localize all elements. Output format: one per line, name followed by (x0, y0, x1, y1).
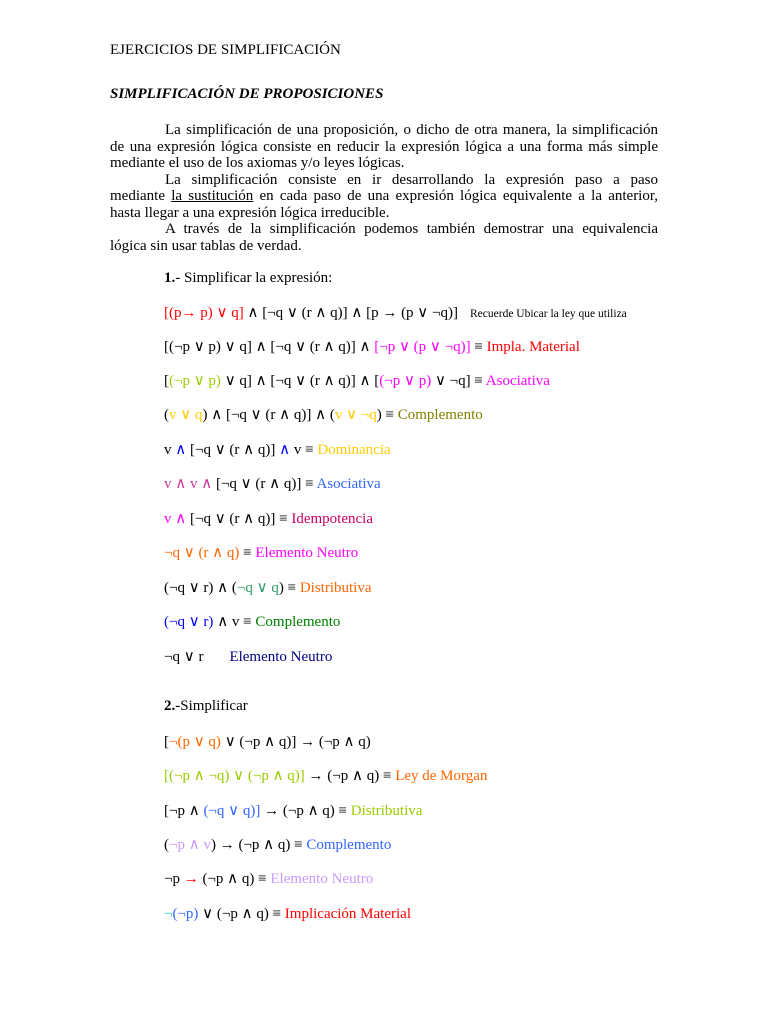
exercise-number: 1. (164, 270, 176, 286)
expression-part: ≡ (239, 545, 256, 562)
expression-part: (¬p ∨ p) (379, 372, 432, 389)
intro-text (110, 122, 658, 254)
expression-part: [(p→ p) ∨ q] (164, 304, 244, 321)
text-run: La simplificación de una proposición, o dicho de otra manera, la simplificación (165, 122, 658, 138)
expression-part: ¬q ∨ (r ∧ q) (164, 545, 240, 562)
expression-part: ∧ [¬q ∨ (r ∧ q)] ∧ [p → (p ∨ ¬q)] (243, 304, 458, 321)
text-run: lógica sin usar tablas de verdad. (110, 237, 302, 254)
exercise-instruction: - Simplificar la expresión: (175, 270, 333, 286)
simplification-step (164, 897, 487, 931)
expression-part: v ∨ q (169, 407, 203, 424)
simplification-step (164, 298, 627, 330)
text-run: hasta llegar a una expresión lógica irreducible. (110, 204, 390, 221)
simplification-step (164, 759, 487, 793)
simplification-step (164, 467, 627, 501)
expression-part: → (183, 871, 199, 888)
simplification-step (164, 605, 627, 639)
simplification-step (164, 571, 627, 605)
expression-part: [¬q ∨ (r ∧ q)] ≡ (212, 476, 317, 493)
expression-part: [¬p ∧ (164, 802, 204, 819)
text-run: en cada paso de una expresión lógica equivalente a la anterior, (253, 188, 658, 204)
expression-part: (¬q ∨ r) (164, 614, 214, 631)
intro-paragraph (110, 172, 658, 222)
law-label: Implicación Material (284, 905, 411, 922)
expression-part: (¬p ∨ p) (169, 372, 221, 389)
expression-part: ∧ v ≡ (213, 614, 256, 631)
expression-part: [¬q ∨ (r ∧ q)] (186, 441, 280, 458)
simplification-step (164, 640, 627, 674)
text-run: mediante (110, 188, 172, 204)
expression-part: → (¬p ∧ q) ≡ (304, 768, 396, 785)
expression-part: ) ≡ (376, 407, 398, 424)
law-label: Distributiva (299, 579, 372, 596)
section-heading: SIMPLIFICACIÓN DE PROPOSICIONES (110, 86, 384, 102)
exercise-1-steps (164, 298, 627, 675)
expression-part: [¬q ∨ (r ∧ q)] ≡ (186, 510, 292, 527)
expression-part: ¬ (164, 905, 173, 922)
expression-part: (¬p ∧ q) ≡ (198, 871, 271, 888)
exercise-2-steps (164, 725, 487, 931)
expression-part: ¬p (164, 871, 184, 888)
document-title: EJERCICIOS DE SIMPLIFICACIÓN (110, 42, 341, 58)
paragraph-line (110, 238, 658, 255)
paragraph-line (110, 205, 658, 222)
law-label: Distributiva (350, 802, 423, 819)
expression-part: [(¬p ∨ p) ∨ q] ∧ [¬q ∨ (r ∧ q)] ∧ (164, 338, 375, 355)
expression-part: ≡ (470, 338, 487, 355)
expression-part: [ (164, 733, 169, 750)
law-label: Complemento (397, 407, 483, 424)
simplification-step (164, 536, 627, 570)
expression-part: ∨ ¬q] ≡ (431, 372, 486, 389)
underlined-term: la sustitución (171, 188, 254, 204)
law-label: Elemento Neutro (229, 648, 333, 665)
simplification-step (164, 725, 487, 759)
paragraph-line (110, 139, 658, 156)
expression-part: ( (164, 837, 169, 854)
law-label: Elemento Neutro (255, 545, 359, 562)
expression-part: v ∧ v ∧ (164, 476, 213, 493)
exercise-number: 2. (164, 698, 176, 714)
paragraph-line (110, 155, 658, 172)
expression-part: ∧ (175, 441, 187, 458)
expression-part: (¬p) (172, 905, 199, 922)
expression-part: v ≡ (290, 441, 318, 458)
law-label: Ley de Morgan (395, 768, 488, 785)
expression-part: v (164, 441, 176, 458)
expression-part: ∨ (¬p ∧ q) ≡ (198, 905, 285, 922)
intro-paragraph (110, 122, 658, 172)
paragraph-line (110, 122, 658, 139)
expression-part: ¬p ∧ v (169, 837, 211, 854)
simplification-step (164, 794, 487, 828)
expression-part: → (¬p ∧ q) ≡ (260, 802, 351, 819)
expression-part: ) ≡ (278, 579, 300, 596)
expression-part: [(¬p ∧ ¬q) ∨ (¬p ∧ q)] (164, 768, 305, 785)
exercise-1-heading (164, 269, 332, 287)
simplification-step (164, 862, 487, 896)
law-label: Complemento (255, 614, 341, 631)
expression-part: ) ∧ [¬q ∨ (r ∧ q)] ∧ ( (202, 407, 335, 424)
expression-part: v ∧ (164, 510, 187, 527)
law-label: Elemento Neutro (270, 871, 374, 888)
law-label: Dominancia (317, 441, 391, 458)
expression-part: (¬q ∨ q)] (203, 802, 261, 819)
simplification-step (164, 433, 627, 467)
law-label: Complemento (306, 837, 392, 854)
intro-paragraph (110, 221, 658, 254)
expression-part: ∧ (279, 441, 291, 458)
expression-part: ¬(p ∨ q) (169, 733, 221, 750)
expression-part: ¬q ∨ q (236, 579, 279, 596)
expression-part: (¬q ∨ r) ∧ ( (164, 579, 237, 596)
simplification-step (164, 502, 627, 536)
expression-part: ∨ q] ∧ [¬q ∨ (r ∧ q)] ∧ [ (220, 372, 380, 389)
expression-part: ( (164, 407, 169, 424)
law-label: Asociativa (485, 372, 550, 389)
expression-part: ∨ (¬p ∧ q)] → (¬p ∧ q) (220, 733, 371, 750)
exercise-2-heading (164, 697, 248, 715)
paragraph-line (110, 188, 658, 205)
paragraph-line (110, 221, 658, 238)
simplification-step (164, 364, 627, 398)
text-run: A través de la simplificación podemos también demostrar una equivalencia (165, 221, 658, 237)
expression-part: ) → (¬p ∧ q) ≡ (210, 837, 307, 854)
law-label: Asociativa (316, 476, 381, 493)
law-label: Idempotencia (291, 510, 373, 527)
paragraph-line (110, 172, 658, 189)
text-run: La simplificación consiste en ir desarrollando la expresión paso a paso (165, 171, 658, 188)
law-label: Impla. Material (486, 338, 580, 355)
expression-part: v ∨ ¬q (334, 407, 377, 424)
reminder-note: Recuerde Ubicar la ley que utiliza (470, 307, 627, 320)
expression-part: ¬q ∨ r (164, 648, 204, 665)
expression-part: [ (164, 372, 169, 389)
simplification-step (164, 828, 487, 862)
exercise-instruction: -Simplificar (175, 698, 248, 714)
text-run: de una expresión lógica consiste en reducir la expresión lógica a una forma más simple (110, 138, 658, 155)
text-run: mediante el uso de los axiomas y/o leyes lógicas. (110, 155, 405, 171)
simplification-step (164, 330, 627, 364)
expression-part: [¬p ∨ (p ∨ ¬q)] (374, 338, 471, 355)
simplification-step (164, 398, 627, 432)
